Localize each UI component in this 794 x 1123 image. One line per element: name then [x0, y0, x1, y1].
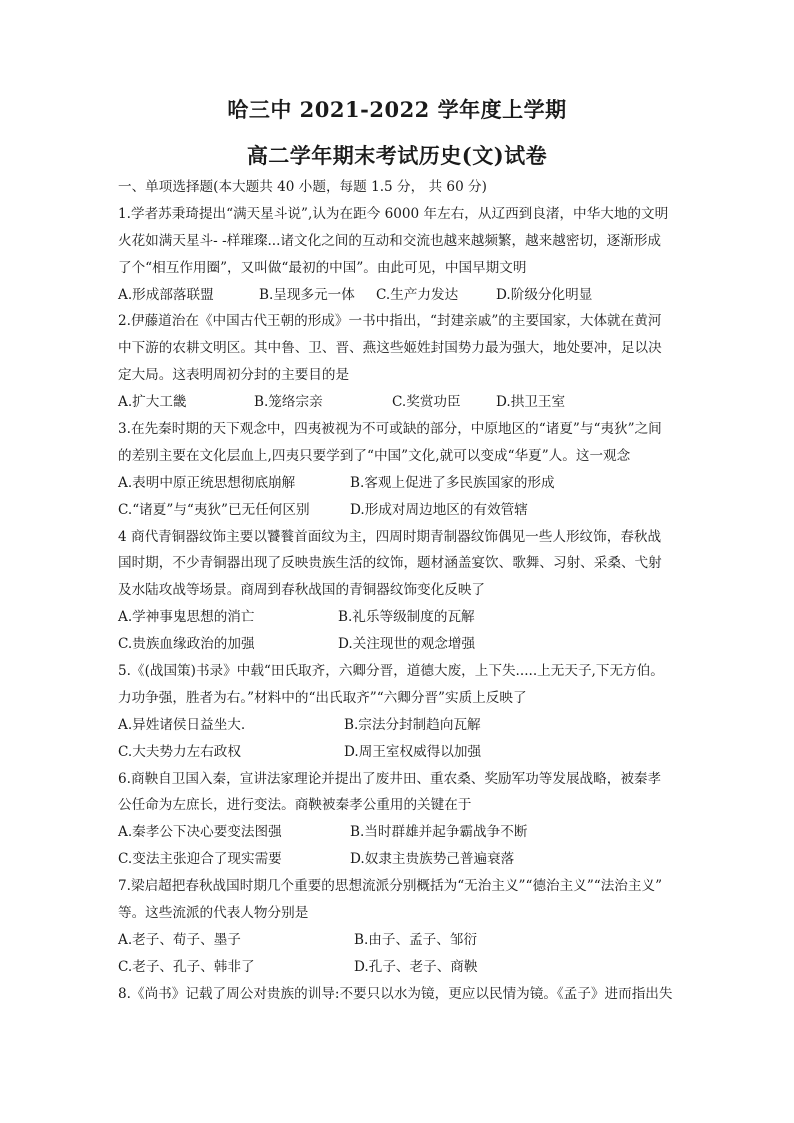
- question-options: [118, 470, 680, 497]
- question-text-line: 等。这些流派的代表人物分别是: [118, 905, 309, 922]
- question-options: [118, 927, 680, 954]
- option-c: C.奖赏功臣: [392, 394, 461, 411]
- section-heading: 一、单项选择题(本大题共 40 小题，每题 1.5 分， 共 60 分): [118, 179, 487, 195]
- option-c: C.变法主张迎合了现实需要: [118, 851, 282, 868]
- question-text-line: 了个“相互作用圈”，又叫做“最初的中国”。由此可见，中国早期文明: [118, 259, 527, 276]
- option-a: A.扩大工畿: [118, 394, 187, 411]
- option-c: C.“诸夏”与“夷狄”已无任何区别: [118, 501, 310, 518]
- question-text-line: 的差别主要在文化层血上,四夷只要学到了“中国”文化,就可以变成“华夏”人。这一观念: [118, 447, 631, 464]
- question-5: [118, 658, 680, 766]
- question-text-line: 定大局。这表明周初分封的主要目的是: [118, 367, 350, 384]
- option-a: A.秦孝公下决心要变法图强: [118, 824, 282, 841]
- option-b: B.呈现多元一体: [259, 286, 355, 303]
- question-6: [118, 766, 680, 874]
- question-text-line: 4 商代青铜器纹饰主要以饕餮首面纹为主，四周时期青制器纹饰偶见一些人形纹饰，春秋战: [118, 528, 662, 545]
- option-b: B.由子、孟子、邹衍: [354, 931, 478, 948]
- question-options: [118, 282, 680, 309]
- option-a: A.老子、荀子、墨子: [118, 931, 241, 948]
- question-options: [118, 739, 680, 766]
- question-options: [118, 631, 680, 658]
- question-text-line: 2.伊藤道治在《中国古代王朝的形成》一书中指出，“封建亲戚”的主要国家，大体就在黄河: [118, 313, 662, 330]
- exam-title-line2: 高二学年期末考试历史(文)试卷: [246, 143, 548, 168]
- question-text-line: 火花如满天星斗- -样璀璨...诸文化之间的互动和交流也越来越频繁，越来越密切，逐渐形成: [118, 232, 662, 249]
- exam-content: [118, 174, 680, 1008]
- question-7: [118, 873, 680, 981]
- question-text-line: 8.《尚书》记载了周公对贵族的训导:不要只以水为镜，更应以民情为镜。《孟子》进而指出失: [118, 985, 673, 1002]
- option-d: D.形成对周边地区的有效管辖: [350, 501, 528, 518]
- option-b: B.笼络宗亲: [254, 394, 323, 411]
- question-text-line: 6.商鞅自卫国入秦，宣讲法家理论并提出了废井田、重农桑、奖励军功等发展战略，被秦孝: [118, 770, 662, 787]
- question-options: [118, 819, 680, 846]
- exam-title-line1: 哈三中 2021-2022 学年度上学期: [227, 97, 567, 122]
- question-text-line: 中下游的农耕文明区。其中鲁、卫、晋、燕这些姬姓封国势力最为强大，地处要冲，足以决: [118, 340, 662, 357]
- question-text-line: 5.《(战国策)书录》中载“田氏取齐，六卿分晋，道德大废，上下失.....上无天子,下无方伯。: [118, 663, 664, 680]
- option-d: D.周王室权威得以加强: [344, 743, 482, 760]
- option-a: A.异姓诸侯日益坐大.: [118, 716, 246, 733]
- question-2: [118, 308, 680, 416]
- question-options: [118, 954, 680, 981]
- option-b: B.宗法分封制趋向瓦解: [344, 716, 481, 733]
- question-text-line: 7.梁启超把春秋战国时期几个重要的思想流派分别概括为“无治主义”“德治主义”“法治主义”: [118, 878, 663, 895]
- option-d: D.阶级分化明显: [496, 286, 593, 303]
- option-a: A.形成部落联盟: [118, 286, 214, 303]
- question-options: [118, 604, 680, 631]
- question-text-line: 国时期，不少青铜器出现了反映贵族生活的纹饰，题材涵盖宴饮、歌舞、习射、采桑、弋射: [118, 555, 662, 572]
- option-c: C.老子、孔子、韩非了: [118, 958, 255, 975]
- question-options: [118, 846, 680, 873]
- option-b: B.礼乐等级制度的瓦解: [338, 609, 475, 626]
- option-d: D.孔子、老子、商鞅: [354, 958, 478, 975]
- option-d: D.关注现世的观念增强: [338, 636, 476, 653]
- question-1: [118, 201, 680, 309]
- option-b: B.客观上促进了多民族国家的形成: [350, 474, 555, 491]
- option-a: A.表明中原正统思想彻底崩解: [118, 474, 296, 491]
- question-text-line: 1.学者苏秉琦提出“满天星斗说”,认为在距今 6000 年左右，从辽西到良渚，中华大地的文明: [118, 205, 669, 222]
- question-3: [118, 416, 680, 524]
- option-c: C.贵族血缘政治的加强: [118, 636, 255, 653]
- option-d: D.拱卫王室: [496, 394, 566, 411]
- question-text-line: 及水陆攻战等场景。商周到春秋战国的青铜器纹饰变化反映了: [118, 582, 486, 599]
- question-text-line: 公任命为左庶长，进行变法。商鞅被秦孝公重用的关键在于: [118, 797, 472, 814]
- option-c: C.生产力发达: [376, 286, 459, 303]
- question-options: [118, 712, 680, 739]
- question-8: [118, 981, 680, 1008]
- option-a: A.学神事鬼思想的消亡: [118, 609, 255, 626]
- question-text-line: 3.在先秦时期的天下观念中，四夷被视为不可或缺的部分，中原地区的“诸夏”与“夷狄”之间: [118, 421, 662, 438]
- question-options: [118, 497, 680, 524]
- option-d: D.奴隶主贵族势己普遍衰落: [350, 851, 515, 868]
- question-4: [118, 524, 680, 658]
- option-b: B.当时群雄并起争霸战争不断: [350, 824, 528, 841]
- question-text-line: 力功争强，胜者为右。”材料中的“出氏取齐”“六卿分晋”实质上反映了: [118, 689, 527, 706]
- question-options: [118, 389, 680, 416]
- option-c: C.大夫势力左右政权: [118, 743, 241, 760]
